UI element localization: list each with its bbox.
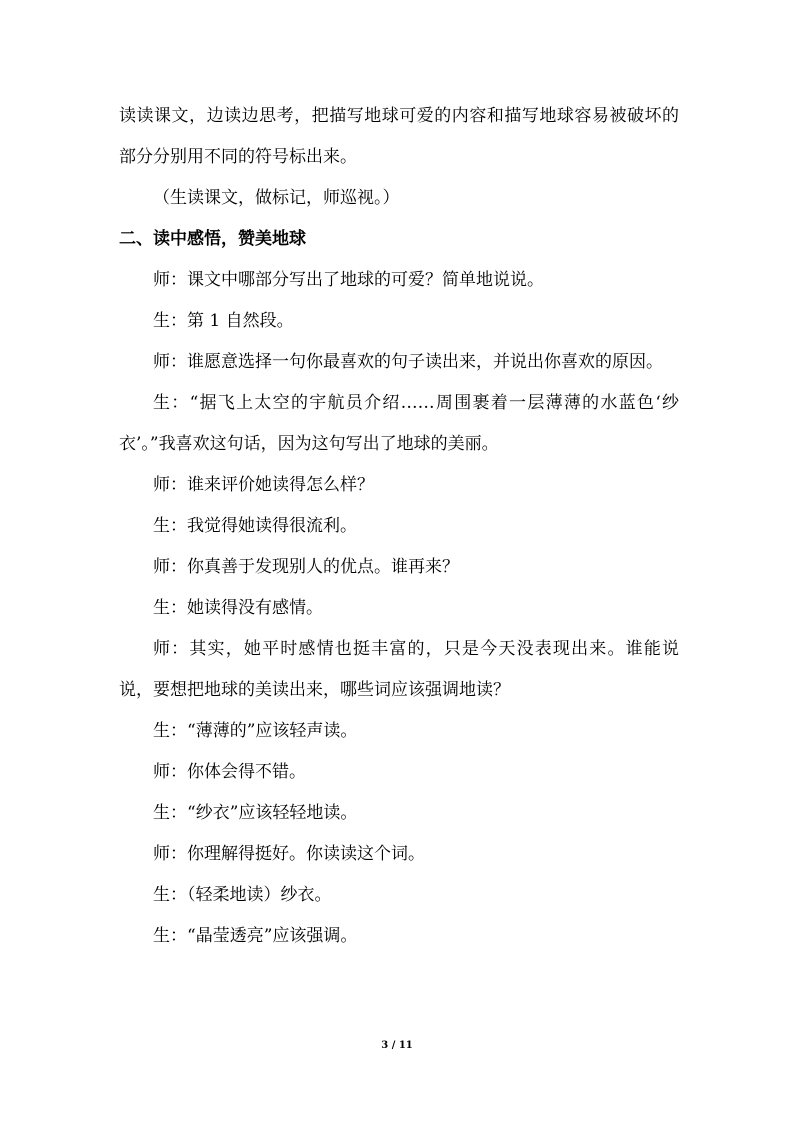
paragraph-14: 生：“纱衣”应该轻轻地读。 [153, 803, 358, 823]
paragraph-10: 生：她读得没有感情。 [153, 598, 323, 618]
paragraph-4: 生：第 1 自然段。 [153, 311, 294, 331]
paragraph-16: 生：（轻柔地读）纱衣。 [153, 885, 332, 905]
section-heading: 二、读中感悟，赞美地球 [119, 229, 306, 249]
paragraph-13: 师：你体会得不错。 [153, 762, 306, 782]
paragraph-12: 生：“薄薄的”应该轻声读。 [153, 721, 358, 741]
paragraph-17: 生：“晶莹透亮”应该强调。 [153, 926, 358, 946]
paragraph-2: （生读课文，做标记，师巡视。） [153, 188, 400, 208]
page-number: 3 / 11 [381, 1040, 413, 1051]
document-body [119, 96, 679, 957]
paragraph-9: 师：你真善于发现别人的优点。谁再来？ [153, 557, 459, 577]
paragraph-6: 生：“据飞上太空的宇航员介绍……周围裹着一层薄薄的水蓝色‘纱衣’。”我喜欢这句话，因为这句写出了地球的美丽。 [119, 393, 679, 454]
paragraph-3: 师：课文中哪部分写出了地球的可爱？简单地说说。 [153, 270, 544, 290]
paragraph-7: 师：谁来评价她读得怎么样？ [153, 475, 374, 495]
paragraph-15: 师：你理解得挺好。你读读这个词。 [153, 844, 425, 864]
paragraph-5: 师：谁愿意选择一句你最喜欢的句子读出来，并说出你喜欢的原因。 [153, 352, 663, 372]
paragraph-1: 读读课文，边读边思考，把描写地球可爱的内容和描写地球容易被破坏的部分分别用不同的符号标出来。 [119, 106, 679, 167]
paragraph-11: 师：其实，她平时感情也挺丰富的，只是今天没表现出来。谁能说说，要想把地球的美读出来，哪些词应该强调地读？ [119, 639, 679, 700]
paragraph-8: 生：我觉得她读得很流利。 [153, 516, 357, 536]
